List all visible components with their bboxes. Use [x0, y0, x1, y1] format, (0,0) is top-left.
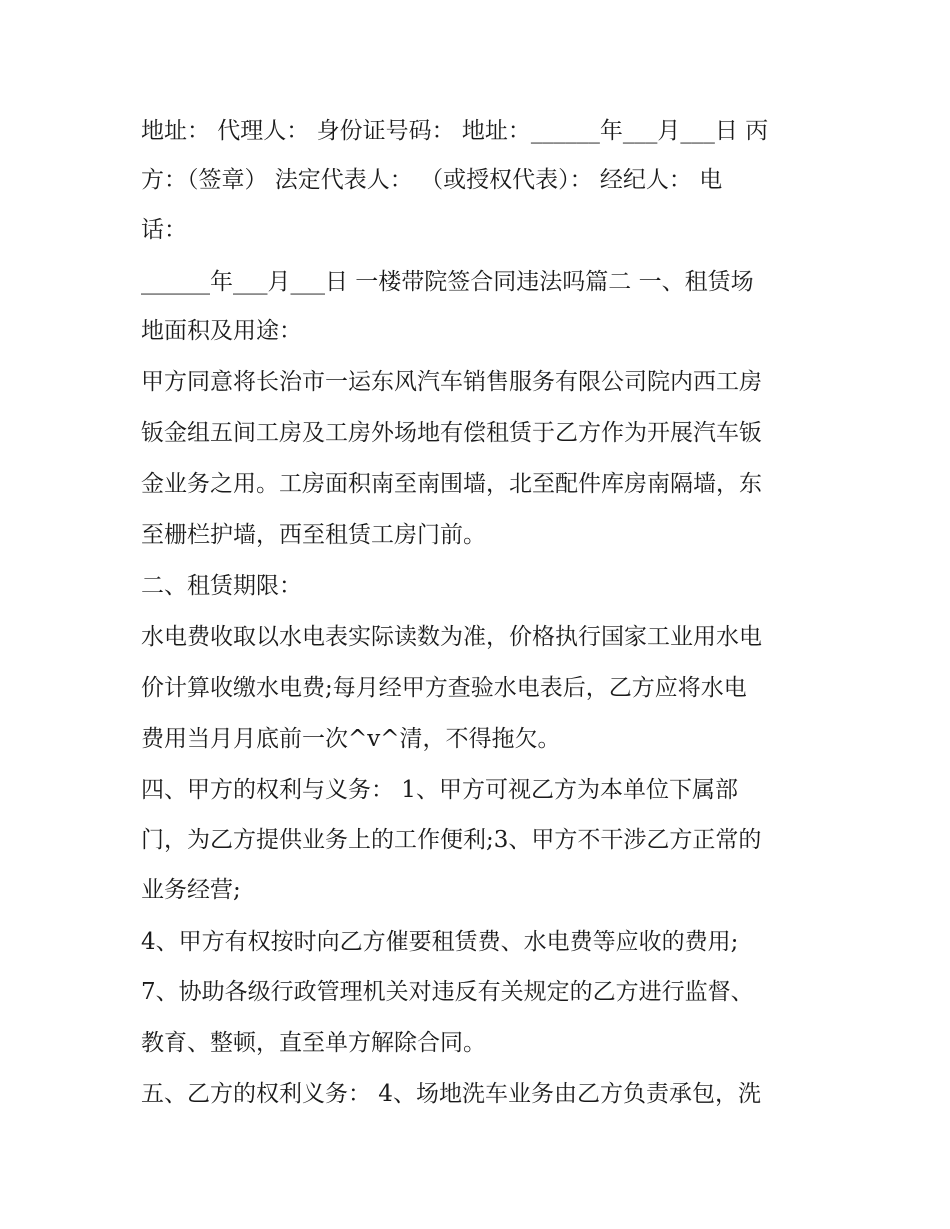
text-line: 甲方同意将长治市一运东风汽车销售服务有限公司院内西工房	[141, 369, 762, 395]
text-line: ______年___月___日 一楼带院签合同违法吗篇二 一、租赁场	[141, 269, 754, 295]
text-line: 教育、整顿，直至单方解除合同。	[141, 1030, 486, 1056]
text-line: 4、甲方有权按时向乙方催要租赁费、水电费等应收的费用;	[141, 929, 739, 955]
text-line: 门，为乙方提供业务上的工作便利;3、甲方不干涉乙方正常的	[141, 827, 762, 853]
text-line: 业务经营;	[141, 877, 241, 903]
text-line: 7、协助各级行政管理机关对违反有关规定的乙方进行监督、	[141, 979, 754, 1005]
text-line: 地面积及用途：	[141, 318, 302, 344]
text-line: 费用当月月底前一次^v^清，不得拖欠。	[141, 726, 561, 752]
text-line: 四、甲方的权利与义务： 1、甲方可视乙方为本单位下属部	[141, 777, 738, 803]
text-line: 地址： 代理人： 身份证号码： 地址：______年___月___日 丙	[141, 118, 769, 144]
text-line: 金业务之用。工房面积南至南围墙，北至配件库房南隔墙，东	[141, 471, 762, 497]
text-line: 方：（签章） 法定代表人： （或授权代表）： 经纪人： 电	[141, 167, 723, 193]
text-line: 二、租赁期限：	[141, 573, 302, 599]
text-line: 至栅栏护墙，西至租赁工房门前。	[141, 522, 486, 548]
text-line: 价计算收缴水电费;每月经甲方查验水电表后，乙方应将水电	[141, 675, 747, 701]
text-line: 钣金组五间工房及工房外场地有偿租赁于乙方作为开展汽车钣	[141, 420, 762, 446]
text-line: 水电费收取以水电表实际读数为准，价格执行国家工业用水电	[141, 624, 762, 650]
text-line: 五、乙方的权利义务： 4、场地洗车业务由乙方负责承包，洗	[141, 1081, 761, 1107]
text-line: 话：	[141, 217, 187, 243]
